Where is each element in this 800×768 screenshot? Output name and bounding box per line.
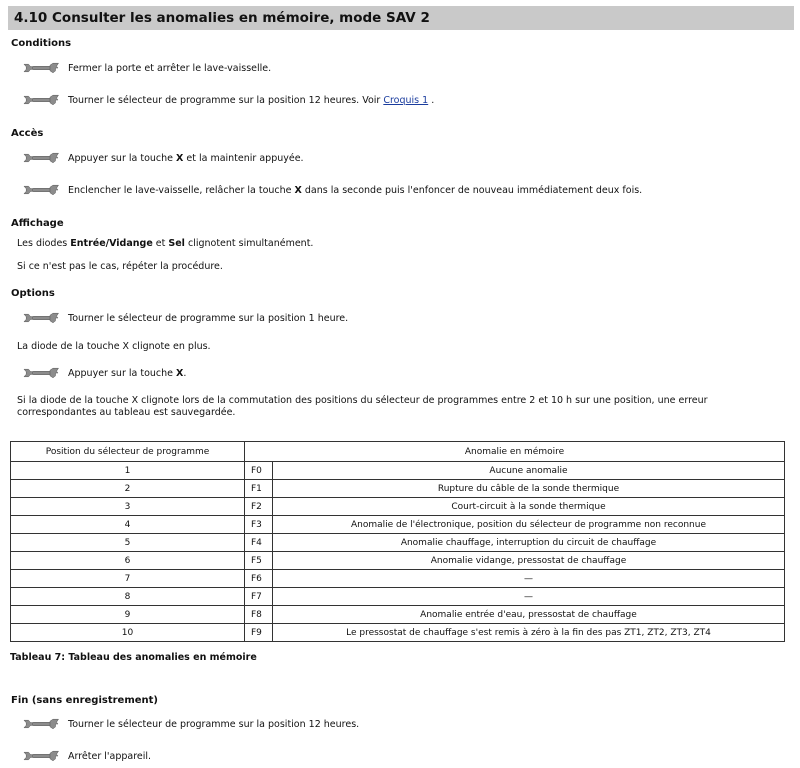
diode-name: Sel — [168, 238, 185, 249]
options-step-1 — [22, 310, 348, 326]
cell-code: F7 — [245, 588, 273, 606]
table-row — [11, 552, 785, 570]
text-part: . — [183, 367, 187, 379]
acces-step-1 — [22, 150, 304, 166]
cell-description: Anomalie vidange, pressostat de chauffage — [273, 552, 785, 570]
croquis-link[interactable]: Croquis 1 — [383, 94, 429, 106]
acces-step-2 — [22, 182, 642, 198]
cell-code: F6 — [245, 570, 273, 588]
cell-code: F8 — [245, 606, 273, 624]
page-title: 4.10 Consulter les anomalies en mémoire, mode SAV 2 — [8, 6, 794, 30]
cell-description: — — [273, 588, 785, 606]
cell-position: 4 — [11, 516, 245, 534]
text-part: et — [152, 238, 169, 249]
step-text: Fermer la porte et arrêter le lave-vaisselle. — [68, 62, 272, 74]
text-part: Les diodes — [17, 238, 71, 249]
step-text — [68, 152, 304, 165]
step-text: Arrêter l'appareil. — [68, 750, 152, 762]
cell-code: F4 — [245, 534, 273, 552]
cell-description: — — [273, 570, 785, 588]
wrench-icon — [22, 62, 60, 74]
cell-code: F9 — [245, 624, 273, 642]
cell-position: 2 — [11, 480, 245, 498]
cell-code: F0 — [245, 462, 273, 480]
cell-position: 7 — [11, 570, 245, 588]
cell-position: 6 — [11, 552, 245, 570]
table-row — [11, 498, 785, 516]
table-header-row — [11, 442, 785, 462]
options-step-2 — [22, 365, 186, 381]
table-row — [11, 606, 785, 624]
wrench-icon — [22, 184, 60, 196]
cell-position: 8 — [11, 588, 245, 606]
table-row — [11, 534, 785, 552]
options-diode-line: La diode de la touche X clignote en plus. — [17, 341, 211, 352]
table-row — [11, 624, 785, 642]
cell-description: Court-circuit à la sonde thermique — [273, 498, 785, 516]
conditions-heading: Conditions — [11, 38, 72, 49]
cell-description: Anomalie entrée d'eau, pressostat de chauffage — [273, 606, 785, 624]
cell-description: Rupture du câble de la sonde thermique — [273, 480, 785, 498]
table-row — [11, 480, 785, 498]
diode-name: Entrée/Vidange — [70, 238, 153, 249]
wrench-icon — [22, 94, 60, 106]
acces-heading: Accès — [11, 128, 44, 139]
wrench-icon — [22, 750, 60, 762]
affichage-line-1 — [17, 237, 313, 250]
fin-heading: Fin (sans enregistrement) — [11, 695, 159, 706]
options-note: Si la diode de la touche X clignote lors de la commutation des positions du sélecteur de programmes entre 2 et 10 h sur une position, une erreur correspondantes au tableau est sauvegardée. — [17, 395, 708, 418]
table-row — [11, 570, 785, 588]
text-part: Enclencher le lave-vaisselle, relâcher la touche — [68, 184, 295, 196]
cell-code: F5 — [245, 552, 273, 570]
table-row — [11, 516, 785, 534]
header-anomalie: Anomalie en mémoire — [245, 442, 785, 462]
table-row — [11, 588, 785, 606]
cell-position: 9 — [11, 606, 245, 624]
cell-code: F3 — [245, 516, 273, 534]
step-text: Tourner le sélecteur de programme sur la position 12 heures. — [68, 718, 360, 730]
fin-step-2 — [22, 748, 151, 764]
wrench-icon — [22, 312, 60, 324]
cell-code: F2 — [245, 498, 273, 516]
table-caption: Tableau 7: Tableau des anomalies en mémoire — [10, 652, 257, 663]
fin-step-1 — [22, 716, 359, 732]
step-text — [68, 94, 434, 107]
conditions-step-2 — [22, 92, 434, 108]
key-x: X — [176, 367, 184, 379]
step-text-after-link: . — [428, 94, 435, 106]
wrench-icon — [22, 718, 60, 730]
cell-description: Anomalie de l'électronique, position du sélecteur de programme non reconnue — [273, 516, 785, 534]
step-text — [68, 367, 186, 380]
text-part: Appuyer sur la touche — [68, 367, 177, 379]
step-text — [68, 184, 642, 197]
conditions-step-1 — [22, 60, 271, 76]
text-part: clignotent simultanément. — [184, 238, 314, 249]
cell-description: Aucune anomalie — [273, 462, 785, 480]
cell-position: 3 — [11, 498, 245, 516]
text-part: dans la seconde puis l'enfoncer de nouveau immédiatement deux fois. — [301, 184, 643, 196]
affichage-heading: Affichage — [11, 218, 64, 229]
text-part: et la maintenir appuyée. — [183, 152, 304, 164]
wrench-icon — [22, 152, 60, 164]
key-x: X — [294, 184, 302, 196]
wrench-icon — [22, 367, 60, 379]
cell-position: 1 — [11, 462, 245, 480]
cell-description: Anomalie chauffage, interruption du circuit de chauffage — [273, 534, 785, 552]
table-row — [11, 462, 785, 480]
cell-code: F1 — [245, 480, 273, 498]
cell-position: 10 — [11, 624, 245, 642]
text-part: Appuyer sur la touche — [68, 152, 177, 164]
step-text: Tourner le sélecteur de programme sur la position 1 heure. — [68, 312, 349, 324]
affichage-line-2: Si ce n'est pas le cas, répéter la procédure. — [17, 261, 223, 272]
anomalies-table — [10, 441, 785, 642]
key-x: X — [176, 152, 184, 164]
cell-description: Le pressostat de chauffage s'est remis à zéro à la fin des pas ZT1, ZT2, ZT3, ZT4 — [273, 624, 785, 642]
step-text-before-link: Tourner le sélecteur de programme sur la position 12 heures. Voir — [68, 94, 384, 106]
header-position: Position du sélecteur de programme — [11, 442, 245, 462]
cell-position: 5 — [11, 534, 245, 552]
options-heading: Options — [11, 288, 55, 299]
